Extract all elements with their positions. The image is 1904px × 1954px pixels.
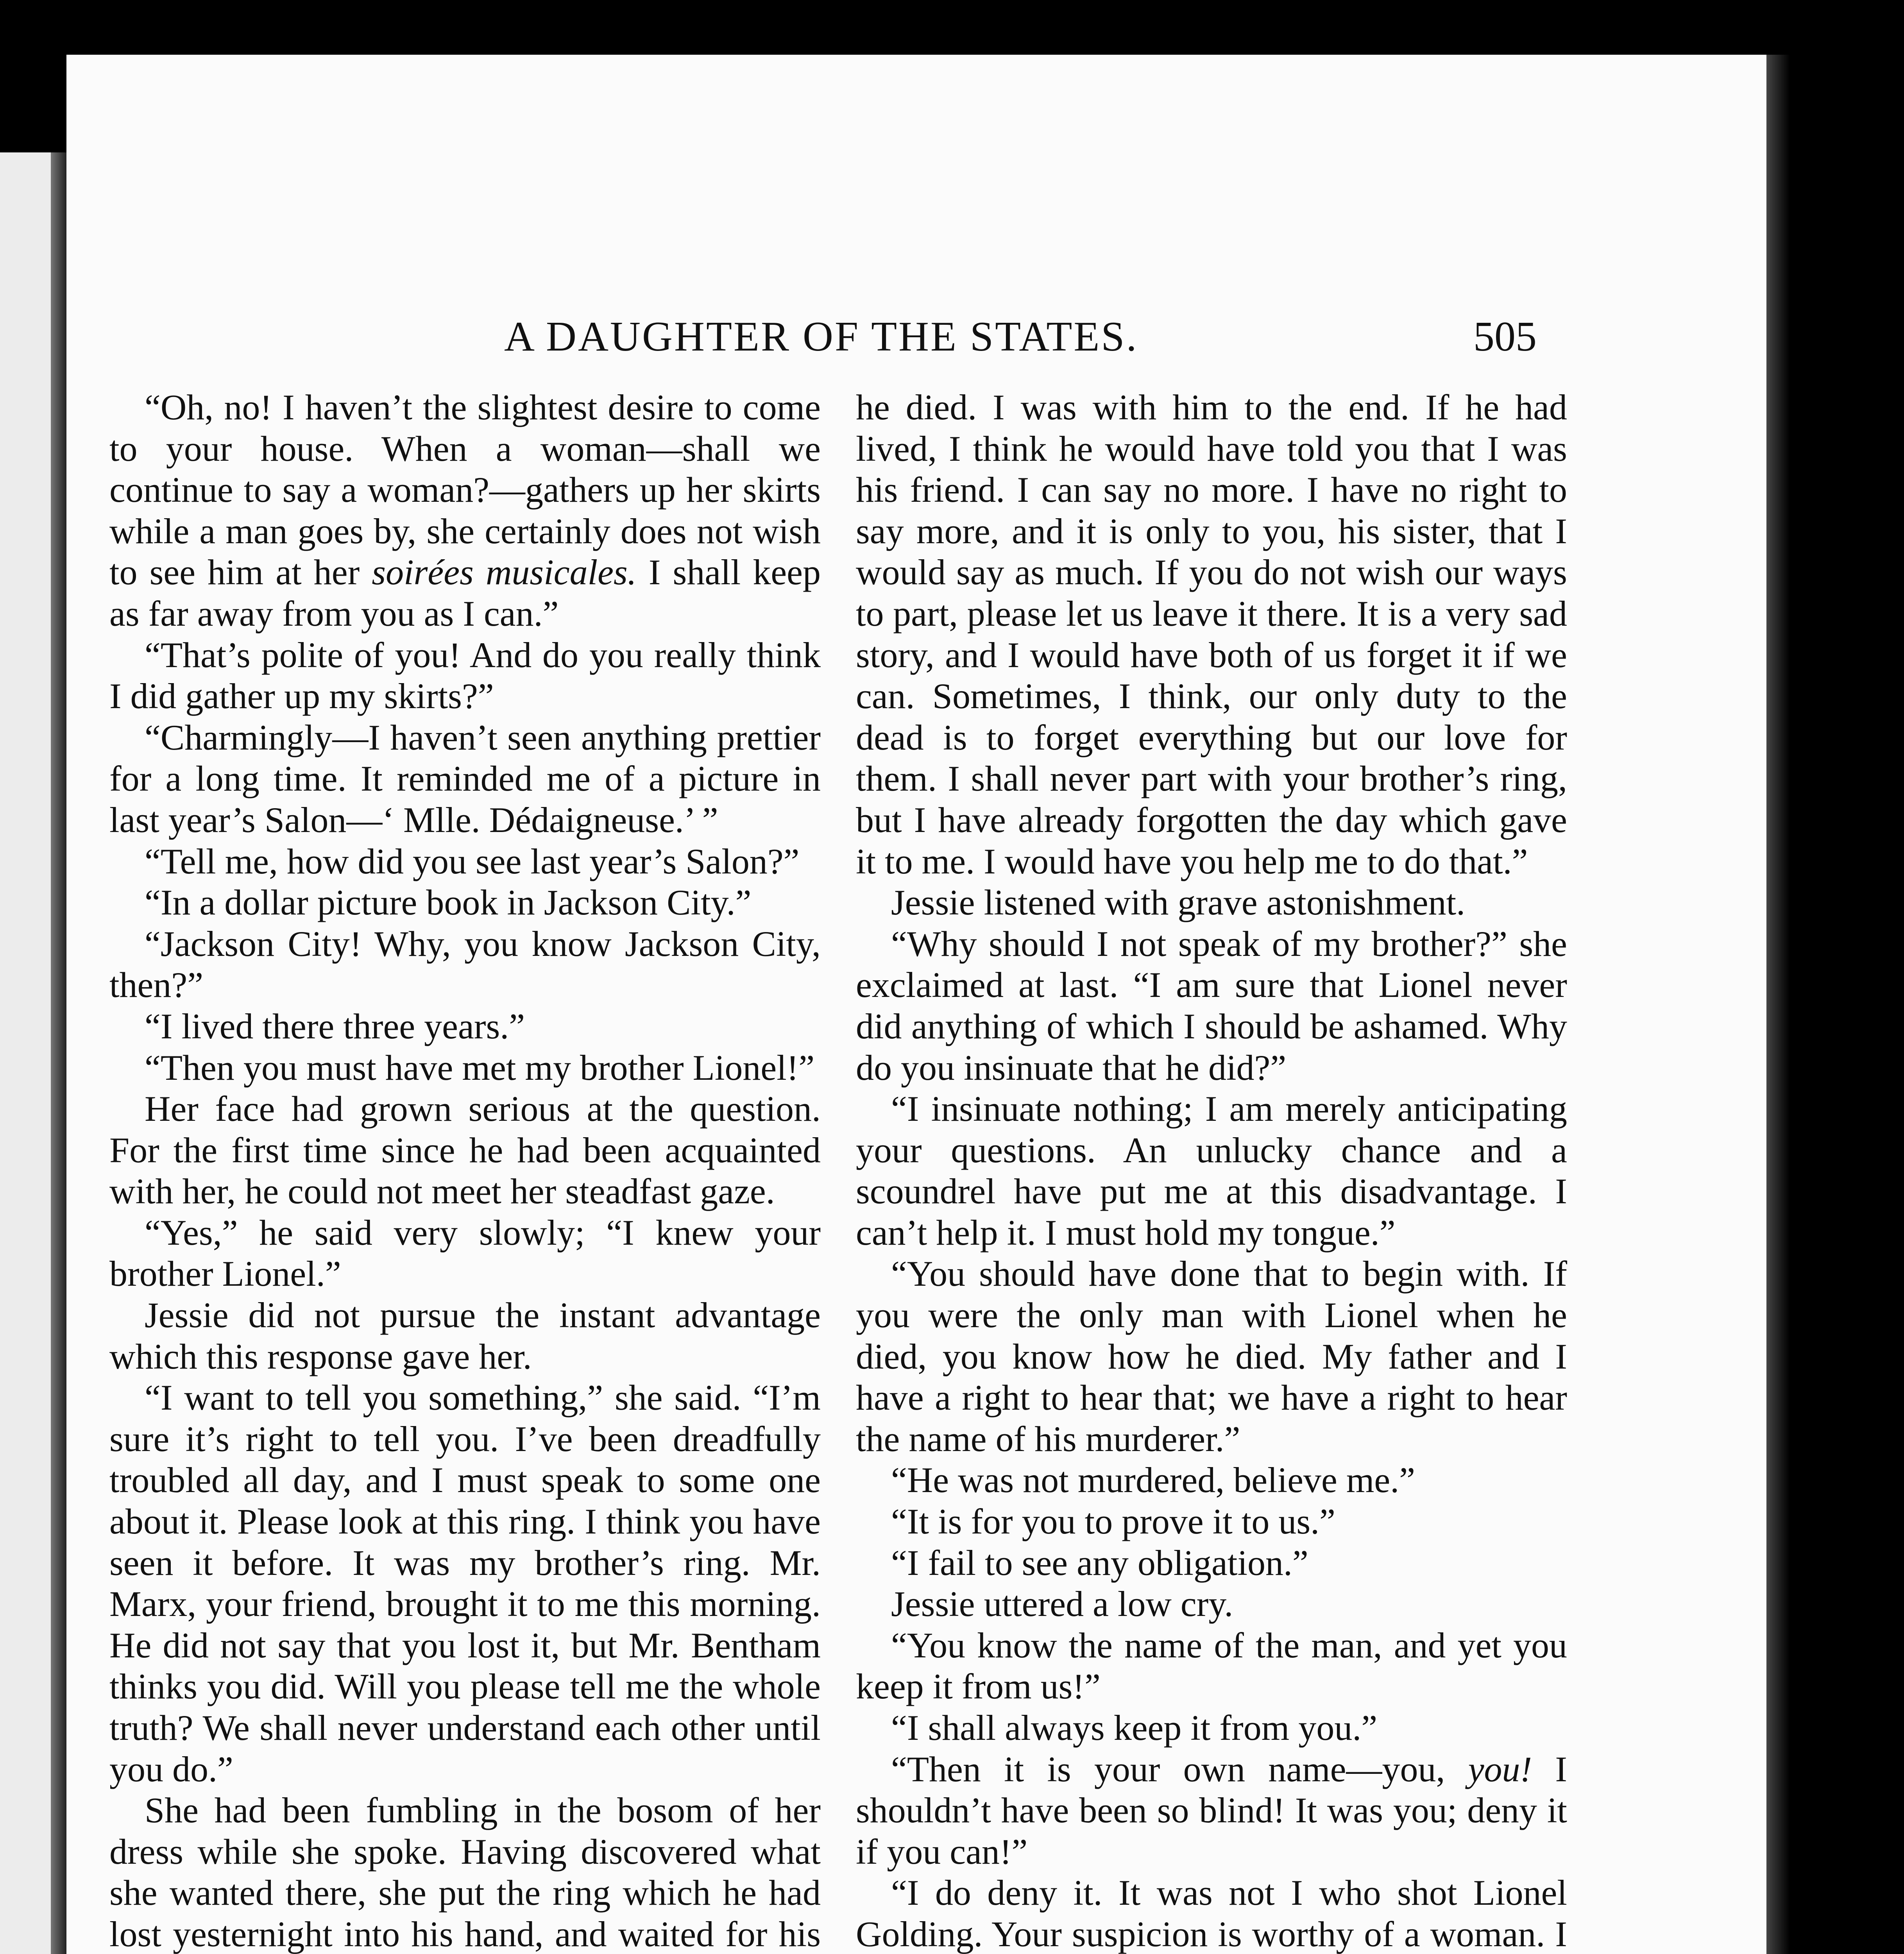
text-run: “In a dollar picture book in Jackson City.” (145, 882, 752, 923)
text-run: “Charmingly—I haven’t seen anything prettier for a long time. It reminded me of a picture in last year’s Salon—‘ Mlle. Dédaigneuse.’ ” (109, 717, 821, 840)
text-run: She had been fumbling in the bosom of her dress while she spoke. Having discovered what she wanted there, she put the ring which he had lost yesternight into his hand, and waited for his (109, 1790, 821, 1954)
facing-page-edge (0, 152, 51, 1954)
paragraph (109, 882, 821, 923)
paragraph (856, 1501, 1567, 1542)
paragraph (109, 1006, 821, 1047)
text-run: “I do deny it. It was not I who shot Lionel Golding. Your suspicion is worthy of a woman. I (856, 1873, 1567, 1954)
italic-text: soirées musicales. (372, 552, 637, 592)
paragraph (856, 1460, 1567, 1501)
left-column (109, 387, 821, 1954)
paragraph (856, 1872, 1567, 1954)
paragraph (109, 923, 821, 1006)
text-run: “That’s polite of you! And do you really think I did gather up my skirts?” (109, 635, 821, 716)
paragraph (109, 635, 821, 717)
text-run: “Then it is your own name—you, (891, 1749, 1468, 1789)
running-head: A DAUGHTER OF THE STATES. (504, 313, 1138, 360)
text-run: “Yes,” he said very slowly; “I knew your brother Lionel.” (109, 1212, 821, 1294)
paragraph (109, 717, 821, 841)
text-run: “Then you must have met my brother Lionel!” (145, 1047, 815, 1088)
paragraph (856, 1584, 1567, 1625)
paragraph (109, 1212, 821, 1295)
paragraph (856, 1542, 1567, 1584)
text-run: “He was not murdered, believe me.” (891, 1460, 1415, 1500)
italic-text: you! (1468, 1749, 1532, 1789)
text-run: “Oh, no! I haven’t the slightest desire to come to your house. When a woman—shall we continue to say a woman?—gathers up her skirts while a man goes by, she certainly does not wish to see him at her (109, 387, 821, 592)
text-run: “I want to tell you something,” she said. “I’m sure it’s right to tell you. I’ve been dreadfully troubled all day, and I must speak to some one about it. Please look at this ring. I think you have seen it before. It was my brother’s ring. Mr. Marx, your friend, brought it to me this morning. He did not say that you lost it, but Mr. Bentham thinks you did. Will you please tell me the whole truth? We shall never understand each other until you do.” (109, 1378, 821, 1789)
paragraph (856, 923, 1567, 1088)
text-run: “You should have done that to begin with. If you were the only man with Lionel when he died, you know how he died. My father and I have a right to hear that; we have a right to hear the name of his murderer.” (856, 1254, 1567, 1459)
paragraph (856, 1625, 1567, 1707)
text-run: “I shall always keep it from you.” (891, 1708, 1378, 1748)
paragraph (109, 1088, 821, 1212)
book-page (66, 55, 1766, 1954)
paragraph (856, 1749, 1567, 1873)
binding-shadow (51, 152, 66, 1954)
text-run: “Why should I not speak of my brother?” she exclaimed at last. “I am sure that Lionel never did anything of which I should be ashamed. Why do you insinuate that he did?” (856, 923, 1567, 1088)
text-run: “You know the name of the man, and yet you keep it from us!” (856, 1625, 1567, 1707)
text-run: Jessie listened with grave astonishment. (891, 882, 1466, 923)
text-run: Jessie uttered a low cry. (891, 1584, 1233, 1624)
paragraph (856, 387, 1567, 882)
paragraph (856, 1088, 1567, 1253)
text-run: I shouldn’t have been so blind! It was you; deny it if you can!” (856, 1749, 1567, 1872)
right-column (856, 387, 1567, 1954)
paragraph (856, 1707, 1567, 1749)
paragraph (109, 1377, 821, 1790)
paragraph (109, 387, 821, 635)
paragraph (109, 841, 821, 882)
page-number: 505 (1473, 313, 1537, 360)
text-run: “It is for you to prove it to us.” (891, 1501, 1336, 1542)
paragraph (109, 1790, 821, 1954)
text-run: “I insinuate nothing; I am merely anticipating your questions. An unlucky chance and a scoundrel have put me at this disadvantage. I can’t help it. I must hold my tongue.” (856, 1089, 1567, 1253)
text-run: Jessie did not pursue the instant advantage which this response gave her. (109, 1295, 821, 1376)
text-run: I shall keep as far away from you as I can.” (109, 552, 821, 633)
paragraph (109, 1295, 821, 1377)
text-run: “I lived there three years.” (145, 1006, 525, 1046)
paragraph (856, 882, 1567, 923)
page-edge-shadow (1766, 55, 1790, 1954)
paragraph (856, 1253, 1567, 1460)
paragraph (109, 1047, 821, 1089)
text-run: “I fail to see any obligation.” (891, 1542, 1308, 1583)
text-run: he died. I was with him to the end. If he had lived, I think he would have told you that I was his friend. I can say no more. I have no right to say more, and it is only to you, his sister, that I would say as much. If you do not wish our ways to part, please let us leave it there. It is a very sad story, and I would have both of us forget it if we can. Sometimes, I think, our only duty to the dead is to forget everything but our love for them. I shall never part with your brother’s ring, but I have already forgotten the day which gave it to me. I would have you help me to do that.” (856, 387, 1567, 881)
text-run: “Jackson City! Why, you know Jackson City, then?” (109, 923, 821, 1005)
text-run: Her face had grown serious at the question. For the first time since he had been acquainted with her, he could not meet her steadfast gaze. (109, 1089, 821, 1211)
text-run: “Tell me, how did you see last year’s Salon?” (145, 841, 800, 881)
